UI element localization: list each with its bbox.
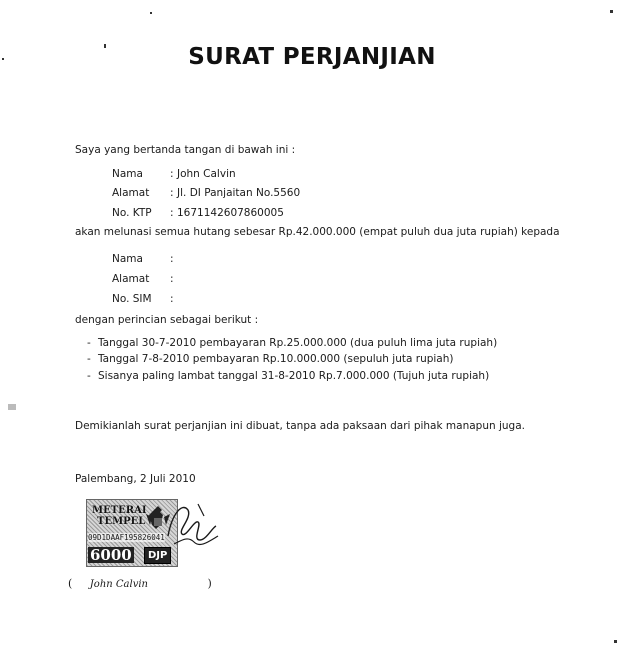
party1-address-label: Alamat <box>112 187 150 199</box>
installment-item: Sisanya paling lambat tanggal 31-8-2010 Rp.7.000.000 (Tujuh juta rupiah) <box>98 370 490 382</box>
stamp-line-2: TEMPEL <box>97 516 146 527</box>
party2-name-label: Nama <box>112 253 143 265</box>
stamp-serial: 09D1DAAF195826041 <box>88 533 165 542</box>
installment-bullet: - <box>87 337 91 349</box>
party1-name-colon: : <box>170 168 174 180</box>
installment-item: Tanggal 30-7-2010 pembayaran Rp.25.000.000 (dua puluh lima juta rupiah) <box>98 337 498 349</box>
stamp-value: 6000 <box>90 546 132 564</box>
garuda-emblem-icon <box>146 506 170 529</box>
party2-sim-colon: : <box>170 293 174 305</box>
party2-address-label: Alamat <box>112 273 150 285</box>
installment-bullet: - <box>87 353 91 365</box>
party1-ktp-colon: : <box>170 207 174 219</box>
paren-open: ( <box>68 577 73 590</box>
scan-speck <box>150 12 152 14</box>
stamp-issuer: DJP <box>144 547 171 564</box>
party1-name-value: John Calvin <box>177 168 236 180</box>
debt-statement: akan melunasi semua hutang sebesar Rp.42.000.000 (empat puluh dua juta rupiah) kepada <box>75 226 560 238</box>
scan-speck <box>610 10 613 13</box>
paren-close: ) <box>207 577 212 590</box>
printed-name: John Calvin <box>89 579 148 590</box>
printed-name-line <box>68 577 212 590</box>
party1-address-value: Jl. DI Panjaitan No.5560 <box>177 187 301 199</box>
stamp-line-1: METERAI <box>92 505 147 516</box>
party2-name-colon: : <box>170 253 174 265</box>
party1-name-label: Nama <box>112 168 143 180</box>
installment-item: Tanggal 7-8-2010 pembayaran Rp.10.000.000 (sepuluh juta rupiah) <box>98 353 454 365</box>
party2-sim-label: No. SIM <box>112 293 152 305</box>
scan-speck <box>8 404 16 410</box>
installment-bullet: - <box>87 370 91 382</box>
closing-statement: Demikianlah surat perjanjian ini dibuat, tanpa ada paksaan dari pihak manapun juga. <box>75 420 525 432</box>
party1-ktp-value: 1671142607860005 <box>177 207 284 219</box>
intro-text: Saya yang bertanda tangan di bawah ini : <box>75 144 296 156</box>
place-date: Palembang, 2 Juli 2010 <box>75 473 196 485</box>
signature-icon <box>70 496 230 568</box>
document-title: SURAT PERJANJIAN <box>188 44 436 70</box>
scan-speck <box>614 640 617 643</box>
party2-address-colon: : <box>170 273 174 285</box>
detail-intro: dengan perincian sebagai berikut : <box>75 314 259 326</box>
party1-ktp-label: No. KTP <box>112 207 152 219</box>
party1-address-colon: : <box>170 187 174 199</box>
